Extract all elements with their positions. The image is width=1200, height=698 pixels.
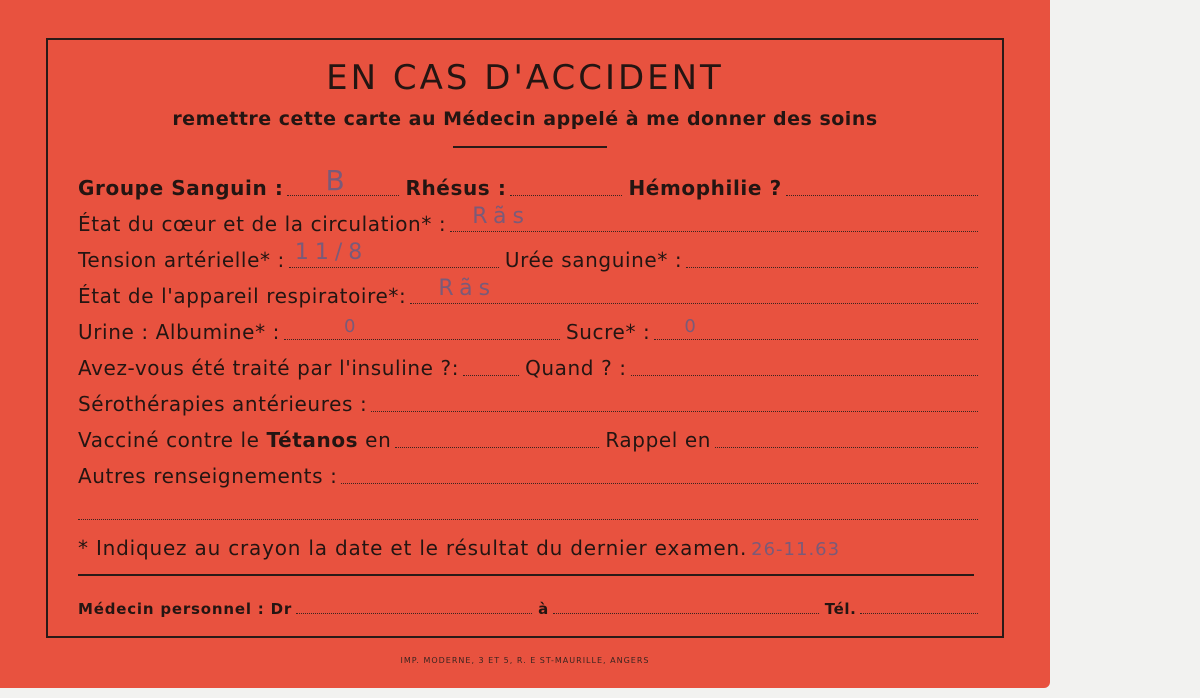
tension-label: Tension artérielle* : <box>78 248 285 272</box>
other-info-field[interactable] <box>341 461 978 484</box>
heart-value: Rãs <box>472 204 530 229</box>
exam-date: 26-11.63 <box>751 539 841 560</box>
row-other-info <box>78 458 978 488</box>
hemophilia-label: Hémophilie ? <box>628 176 782 200</box>
blood-group-value: B <box>325 164 351 197</box>
tetanus-label <box>78 428 391 452</box>
footer-divider <box>78 574 974 576</box>
albumin-value: 0 <box>343 316 362 337</box>
sugar-value: 0 <box>684 316 702 337</box>
respiratory-field[interactable] <box>410 276 978 304</box>
tetanus-field[interactable] <box>395 425 599 448</box>
other-info-field-2[interactable] <box>78 497 978 520</box>
row-urine <box>78 314 978 344</box>
albumin-field[interactable] <box>284 317 560 340</box>
heart-field[interactable] <box>450 204 978 232</box>
title-divider <box>453 146 607 148</box>
tension-value: 11/8 <box>294 240 369 265</box>
row-tetanus <box>78 422 978 452</box>
card-title: EN CAS D'ACCIDENT <box>326 58 724 98</box>
heart-label: État du cœur et de la circulation* : <box>78 212 447 236</box>
sugar-label: Sucre* : <box>565 320 651 344</box>
row-respiratory <box>78 278 978 308</box>
card-subtitle: remettre cette carte au Médecin appelé à me donner des soins <box>172 108 878 130</box>
blood-group-field[interactable] <box>287 164 399 197</box>
respiratory-value: Rãs <box>438 276 497 301</box>
insulin-label: Avez-vous été traité par l'insuline ?: <box>78 356 460 380</box>
row-tension <box>78 242 978 272</box>
row-footnote <box>78 530 978 560</box>
doctor-field[interactable] <box>296 595 532 614</box>
doctor-label: Médecin personnel : Dr <box>78 600 293 618</box>
city-field[interactable] <box>553 595 819 614</box>
phone-field[interactable] <box>860 595 978 614</box>
row-serotherapies <box>78 386 978 416</box>
phone-label: Tél. <box>824 600 857 618</box>
serotherapies-label: Sérothérapies antérieures : <box>78 392 368 416</box>
sugar-field[interactable] <box>654 317 978 340</box>
row-doctor <box>78 592 978 618</box>
rhesus-label: Rhésus : <box>405 176 507 200</box>
when-label: Quand ? : <box>525 356 627 380</box>
other-info-label: Autres renseignements : <box>78 464 338 488</box>
booster-label: Rappel en <box>605 428 712 452</box>
insulin-field[interactable] <box>463 353 519 376</box>
tension-field[interactable] <box>289 240 499 268</box>
when-field[interactable] <box>631 353 978 376</box>
tetanus-prefix: Vacciné contre le <box>78 428 260 452</box>
albumin-label: Urine : Albumine* : <box>78 320 280 344</box>
city-label: à <box>538 600 549 618</box>
urea-field[interactable] <box>686 245 978 268</box>
footnote-text: * Indiquez au crayon la date et le résultat du dernier examen. <box>78 536 748 560</box>
row-blood <box>78 164 978 200</box>
row-insulin <box>78 350 978 380</box>
booster-field[interactable] <box>715 425 978 448</box>
row-heart <box>78 206 978 236</box>
tetanus-suffix: en <box>365 428 392 452</box>
tetanus-word: Tétanos <box>266 428 359 452</box>
blood-group-label: Groupe Sanguin : <box>78 176 284 200</box>
row-other-info-continued <box>78 494 978 524</box>
hemophilia-field[interactable] <box>786 173 978 196</box>
respiratory-label: État de l'appareil respiratoire*: <box>78 284 407 308</box>
serotherapies-field[interactable] <box>371 389 978 412</box>
rhesus-field[interactable] <box>510 173 622 196</box>
printer-imprint: IMP. MODERNE, 3 ET 5, R. E ST-MAURILLE, ANGERS <box>400 656 650 665</box>
urea-label: Urée sanguine* : <box>504 248 683 272</box>
